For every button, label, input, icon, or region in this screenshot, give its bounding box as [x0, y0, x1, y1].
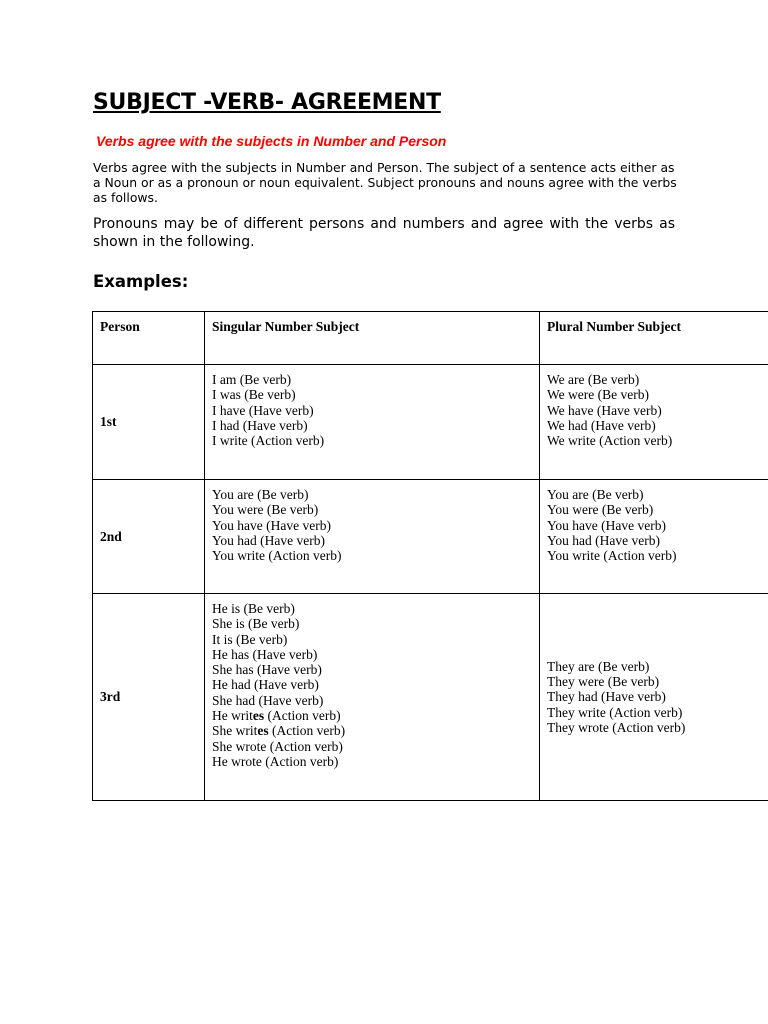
verb-ending-emphasis: es [252, 708, 265, 724]
verb-example-line: We have (Have verb) [547, 402, 662, 418]
verb-example-line: She had (Have verb) [212, 692, 324, 708]
verb-example-line: I have (Have verb) [212, 402, 314, 418]
pronouns-paragraph: Pronouns may be of different persons and numbers and agree with the verbs as shown in the following. [93, 216, 675, 250]
intro-paragraph: Verbs agree with the subjects in Number and Person. The subject of a sentence acts either as a Noun or as a pronoun or noun equivalent. Subject pronouns and nouns agree with the verbs as follows. [93, 160, 677, 205]
header-person: Person [93, 312, 205, 365]
verb-example-line: You have (Have verb) [212, 517, 331, 533]
verb-example-line: You had (Have verb) [547, 532, 660, 548]
person-cell: 3rd [93, 594, 205, 801]
verb-example-line: I am (Be verb) [212, 372, 292, 387]
verb-example-line: They are (Be verb) [547, 658, 650, 674]
plural-cell [540, 365, 768, 480]
singular-cell [205, 594, 540, 801]
verb-example-line: He writes (Action verb) [212, 708, 341, 724]
verb-example-line: She has (Have verb) [212, 662, 322, 678]
verb-example-line: She writes (Action verb) [212, 723, 346, 739]
verb-example-line: You were (Be verb) [547, 502, 654, 518]
verb-example-line: She wrote (Action verb) [212, 738, 343, 754]
verb-example-line: He wrote (Action verb) [212, 753, 339, 769]
page-title: SUBJECT -VERB- AGREEMENT [93, 90, 441, 115]
header-plural: Plural Number Subject [540, 312, 768, 365]
verb-example-line: You have (Have verb) [547, 517, 666, 533]
verb-example-line: She is (Be verb) [212, 616, 300, 632]
verb-example-line: I had (Have verb) [212, 417, 308, 433]
verb-example-line: I was (Be verb) [212, 387, 296, 403]
plural-cell [540, 480, 768, 594]
agreement-table [92, 311, 768, 801]
page-subtitle: Verbs agree with the subjects in Number and Person [96, 133, 447, 149]
verb-example-line: He had (Have verb) [212, 677, 319, 693]
verb-example-line: You are (Be verb) [547, 487, 644, 502]
verb-example-line: You are (Be verb) [212, 487, 309, 502]
plural-cell [540, 594, 768, 801]
verb-example-line: I write (Action verb) [212, 433, 325, 449]
person-cell: 1st [93, 365, 205, 480]
singular-cell [205, 365, 540, 480]
table-row [93, 480, 768, 594]
verb-example-line: They write (Action verb) [547, 704, 683, 720]
table-header-row [93, 312, 768, 365]
verb-example-line: We were (Be verb) [547, 387, 649, 403]
verb-example-line: We are (Be verb) [547, 372, 640, 387]
verb-example-line: It is (Be verb) [212, 631, 288, 647]
verb-ending-emphasis: es [257, 723, 269, 739]
verb-example-line: You write (Action verb) [547, 548, 677, 564]
person-cell: 2nd [93, 480, 205, 594]
verb-example-line: We write (Action verb) [547, 433, 673, 449]
verb-example-line: You write (Action verb) [212, 548, 342, 564]
verb-example-line: They had (Have verb) [547, 689, 666, 705]
examples-heading: Examples: [93, 272, 189, 291]
verb-example-line: They wrote (Action verb) [547, 719, 686, 735]
table-row [93, 594, 768, 801]
verb-example-line: He has (Have verb) [212, 646, 318, 662]
verb-example-line: We had (Have verb) [547, 417, 656, 433]
header-singular: Singular Number Subject [205, 312, 540, 365]
verb-example-line: He is (Be verb) [212, 601, 295, 616]
verb-example-line: You had (Have verb) [212, 532, 325, 548]
singular-cell [205, 480, 540, 594]
verb-example-line: They were (Be verb) [547, 674, 660, 690]
verb-example-line: You were (Be verb) [212, 502, 319, 518]
table-row [93, 365, 768, 480]
